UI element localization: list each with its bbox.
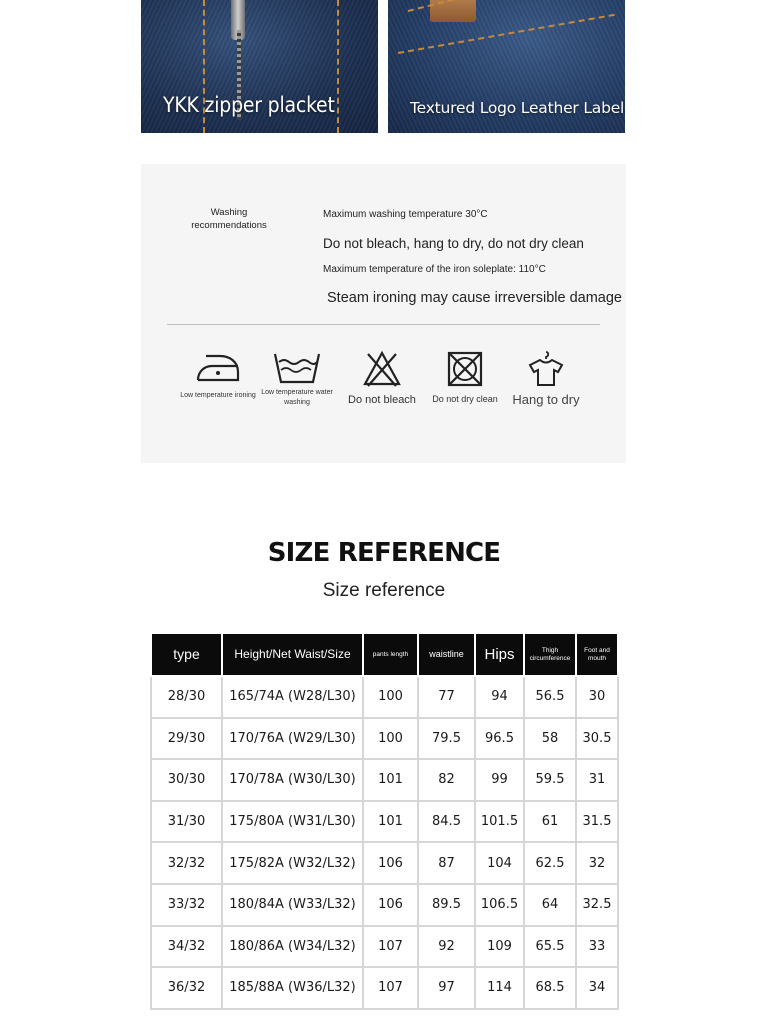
table-cell: 96.5: [475, 718, 524, 760]
table-cell: 62.5: [524, 842, 576, 884]
column-header-pants-length: pants length: [363, 633, 418, 676]
table-cell: 30: [576, 676, 618, 718]
table-cell: 104: [475, 842, 524, 884]
table-cell: 82: [418, 759, 475, 801]
size-table: [150, 632, 619, 1010]
table-cell: 59.5: [524, 759, 576, 801]
care-label: Low temperature water washing: [261, 389, 333, 406]
no-bleach-icon: [362, 350, 402, 388]
size-table-body: [151, 676, 618, 1009]
table-cell: 36/32: [151, 967, 222, 1009]
table-cell: 99: [475, 759, 524, 801]
care-item-washing: [259, 350, 335, 408]
table-cell: 33/32: [151, 884, 222, 926]
size-reference-subtitle: Size reference: [322, 580, 446, 601]
table-cell: 175/82A (W32/L32): [222, 842, 363, 884]
table-cell: 32/32: [151, 842, 222, 884]
table-cell: 58: [524, 718, 576, 760]
table-row: [151, 926, 618, 968]
table-cell: 30.5: [576, 718, 618, 760]
washing-line: Steam ironing may cause irreversible damage: [327, 290, 622, 306]
hang-dry-icon: [526, 350, 566, 388]
table-cell: 101: [363, 801, 418, 843]
table-cell: 170/78A (W30/L30): [222, 759, 363, 801]
table-cell: 31/30: [151, 801, 222, 843]
table-row: [151, 842, 618, 884]
zipper-photo: [141, 0, 378, 133]
table-cell: 29/30: [151, 718, 222, 760]
zipper-caption: YKK zipper placket: [163, 93, 335, 117]
table-cell: 100: [363, 676, 418, 718]
care-item-dry-clean: [429, 350, 501, 404]
washing-line: Maximum temperature of the iron soleplate: 110°C: [323, 264, 546, 275]
table-cell: 61: [524, 801, 576, 843]
washing-line: Do not bleach, hang to dry, do not dry clean: [323, 236, 584, 251]
table-cell: 180/84A (W33/L32): [222, 884, 363, 926]
care-label: Do not dry clean: [432, 394, 498, 404]
washing-line: Maximum washing temperature 30°C: [323, 209, 488, 220]
table-cell: 32.5: [576, 884, 618, 926]
leather-label-photo: [388, 0, 625, 133]
table-cell: 101.5: [475, 801, 524, 843]
care-label: Hang to dry: [512, 392, 580, 407]
table-cell: 65.5: [524, 926, 576, 968]
table-cell: 31: [576, 759, 618, 801]
care-label: Do not bleach: [348, 394, 416, 406]
iron-icon: [194, 350, 242, 384]
care-item-bleach: [347, 350, 417, 406]
table-cell: 180/86A (W34/L32): [222, 926, 363, 968]
table-cell: 79.5: [418, 718, 475, 760]
table-cell: 64: [524, 884, 576, 926]
table-row: [151, 801, 618, 843]
table-cell: 109: [475, 926, 524, 968]
table-cell: 101: [363, 759, 418, 801]
care-item-ironing: [179, 350, 257, 399]
table-row: [151, 967, 618, 1009]
no-dry-clean-icon: [446, 350, 484, 388]
table-row: [151, 759, 618, 801]
table-cell: 94: [475, 676, 524, 718]
table-cell: 77: [418, 676, 475, 718]
table-cell: 34/32: [151, 926, 222, 968]
table-cell: 34: [576, 967, 618, 1009]
table-cell: 114: [475, 967, 524, 1009]
column-header-type: type: [151, 633, 222, 676]
table-cell: 31.5: [576, 801, 618, 843]
table-cell: 97: [418, 967, 475, 1009]
column-header-height: Height/Net Waist/Size: [222, 633, 363, 676]
table-cell: 185/88A (W36/L32): [222, 967, 363, 1009]
column-header-thigh: Thigh circumference: [524, 633, 576, 676]
column-header-foot-mouth: Foot and mouth: [576, 633, 618, 676]
table-cell: 165/74A (W28/L30): [222, 676, 363, 718]
table-cell: 106.5: [475, 884, 524, 926]
table-cell: 170/76A (W29/L30): [222, 718, 363, 760]
care-label: Low temperature ironing: [180, 392, 256, 399]
table-cell: 32: [576, 842, 618, 884]
size-reference-title: SIZE REFERENCE: [267, 538, 501, 568]
table-cell: 87: [418, 842, 475, 884]
table-cell: 30/30: [151, 759, 222, 801]
table-cell: 33: [576, 926, 618, 968]
washing-divider: [167, 324, 600, 325]
care-item-hang-dry: [509, 350, 583, 407]
table-cell: 175/80A (W31/L30): [222, 801, 363, 843]
table-row: [151, 676, 618, 718]
table-cell: 28/30: [151, 676, 222, 718]
table-cell: 92: [418, 926, 475, 968]
table-row: [151, 884, 618, 926]
column-header-waistline: waistline: [418, 633, 475, 676]
table-cell: 100: [363, 718, 418, 760]
table-cell: 107: [363, 926, 418, 968]
washing-panel: [141, 164, 626, 463]
table-cell: 56.5: [524, 676, 576, 718]
size-table-header-row: [151, 633, 618, 676]
wash-tub-icon: [272, 350, 322, 386]
table-cell: 89.5: [418, 884, 475, 926]
table-row: [151, 718, 618, 760]
table-cell: 106: [363, 884, 418, 926]
table-cell: 84.5: [418, 801, 475, 843]
table-cell: 68.5: [524, 967, 576, 1009]
leather-label-caption: Textured Logo Leather Label: [410, 99, 625, 117]
column-header-hips: Hips: [475, 633, 524, 676]
washing-title: Washing recommendations: [191, 207, 267, 231]
table-cell: 107: [363, 967, 418, 1009]
table-cell: 106: [363, 842, 418, 884]
